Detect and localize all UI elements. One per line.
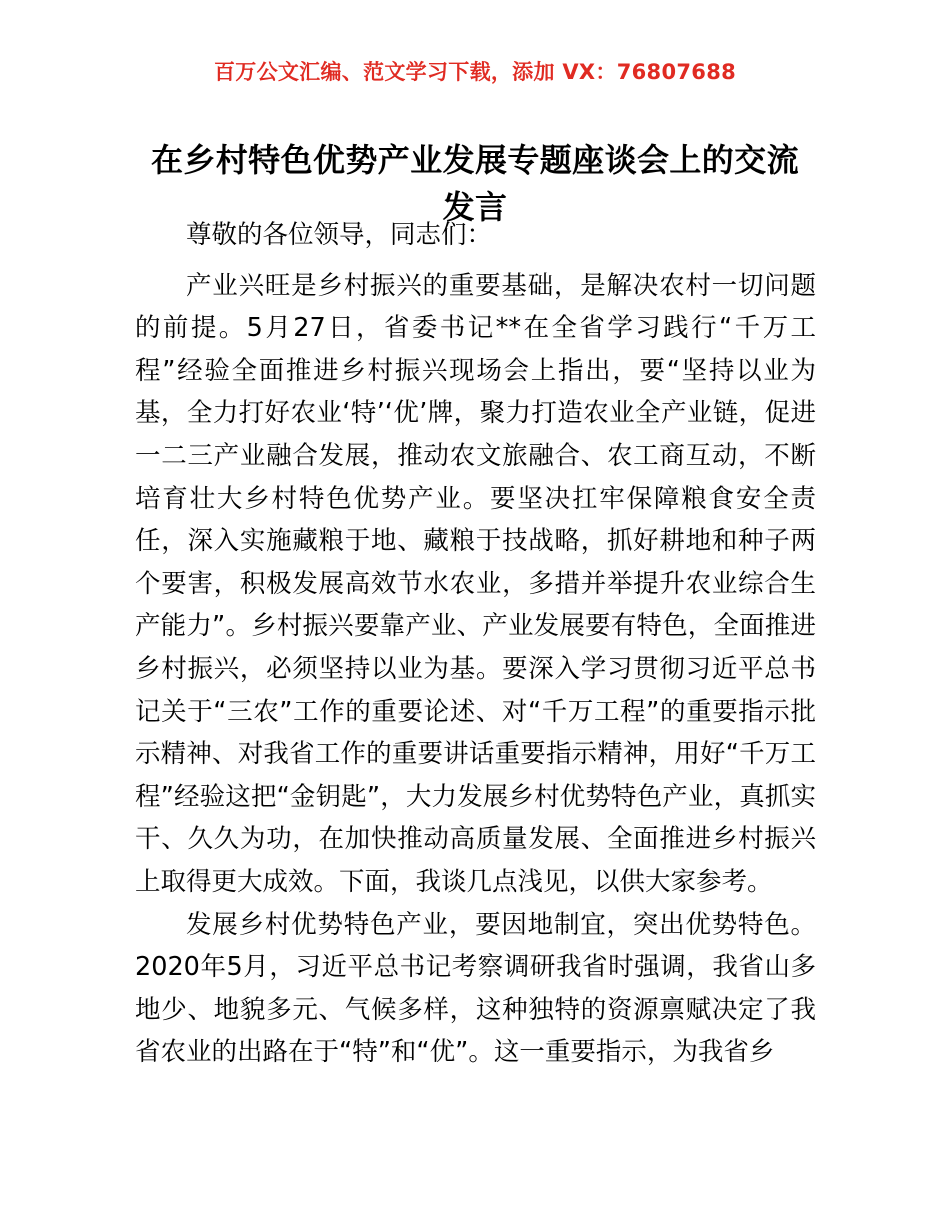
body-paragraph-2: 发展乡村优势特色产业，要因地制宜，突出优势特色。2020年5月，习近平总书记考察调研我省时强调，我省山多地少、地貌多元、气候多样，这种独特的资源禀赋决定了我省农业的出路在于“特”和“优”。这一重要指示，为我省乡 bbox=[135, 909, 816, 1068]
salutation-line: 尊敬的各位领导，同志们： bbox=[186, 220, 493, 250]
promo-banner-text: 百万公文汇编、范文学习下载，添加 VX：76807688 bbox=[213, 60, 737, 84]
document-body bbox=[135, 214, 816, 1074]
body-paragraph-1: 产业兴旺是乡村振兴的重要基础，是解决农村一切问题的前提。5月27日，省委书记**在全省学习践行“千万工程”经验全面推进乡村振兴现场会上指出，要“坚持以业为基，全力打好农业‘特’‘优’牌，聚力打造农业全产业链，促进一二三产业融合发展，推动农文旅融合、农工商互动，不断培育壮大乡村特色优势产业。要坚决扛牢保障粮食安全责任，深入实施藏粮于地、藏粮于技战略，抓好耕地和种子两个要害，积极发展高效节水农业，多措并举提升农业综合生产能力”。乡村振兴要靠产业、产业发展要有特色，全面推进乡村振兴，必须坚持以业为基。要深入学习贯彻习近平总书记关于“三农”工作的重要论述、对“千万工程”的重要指示批示精神、对我省工作的重要讲话重要指示精神，用好“千万工程”经验这把“金钥匙”，大力发展乡村优势特色产业，真抓实干、久久为功，在加快推动高质量发展、全面推进乡村振兴上取得更大成效。下面，我谈几点浅见，以供大家参考。 bbox=[135, 270, 816, 897]
page-title: 在乡村特色优势产业发展专题座谈会上的交流发言 bbox=[150, 141, 799, 227]
